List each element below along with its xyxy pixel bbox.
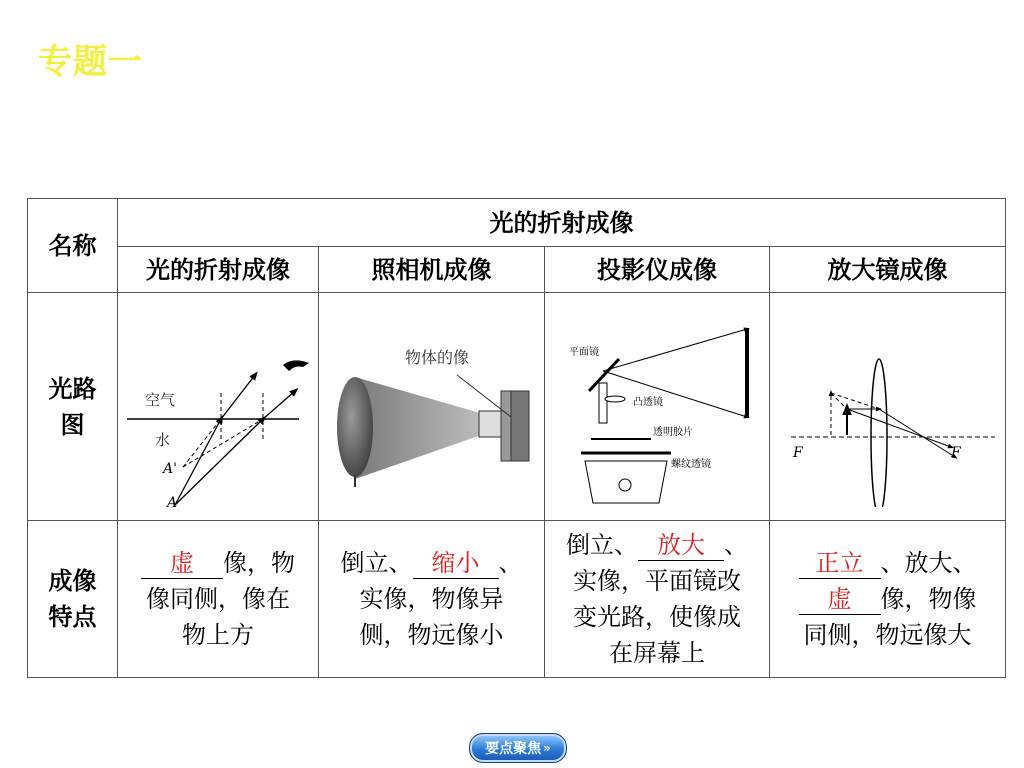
label-a: A	[167, 494, 178, 507]
lens-holder	[599, 383, 607, 423]
diagram-magnifier-cell	[770, 293, 1006, 521]
feature-text: 像，物	[223, 549, 295, 577]
double-chevron-right-icon: »	[543, 741, 551, 755]
label-fresnel: 螺纹透镜	[671, 458, 711, 470]
label-air: 空气	[145, 390, 176, 409]
features-refraction	[118, 521, 319, 678]
row-label-features-line2: 特点	[48, 602, 97, 631]
row-label-diagram-line2: 图	[60, 409, 85, 439]
feature-text: 同侧，物远像大	[803, 621, 972, 649]
label-convex-lens: 凸透镜	[633, 396, 663, 408]
features-projector	[545, 521, 770, 678]
label-focus-left: F	[792, 444, 803, 461]
feature-text: 物上方	[182, 621, 254, 649]
magnifier-diagram	[775, 307, 1001, 507]
ray-refracted	[879, 409, 955, 457]
feature-text: 倒立、	[566, 531, 638, 559]
row-label-diagram-line1: 光路	[48, 373, 97, 403]
features-camera	[319, 521, 545, 678]
col-header-camera: 照相机成像	[319, 247, 545, 293]
light-cone	[355, 377, 487, 479]
group-header: 光的折射成像	[118, 199, 1006, 247]
feature-text: 、放大、	[880, 549, 977, 577]
projector-diagram	[551, 307, 763, 507]
projected-ray-top	[603, 329, 747, 371]
optics-table	[27, 198, 1006, 678]
row-header-name: 名称	[28, 199, 118, 293]
diagram-refraction-cell	[118, 293, 319, 521]
diagram-camera-cell	[319, 293, 545, 521]
ray-center	[847, 409, 951, 447]
col-header-refraction: 光的折射成像	[118, 247, 319, 293]
eye-icon	[283, 360, 309, 371]
diagram-projector-cell	[545, 293, 770, 521]
feature-text: 变光路，使像成	[573, 603, 741, 631]
feature-text: 在屏幕上	[609, 639, 705, 667]
label-slide: 透明胶片	[653, 426, 693, 438]
feature-text: 倒立、	[340, 549, 413, 577]
convex-lens-shape	[605, 396, 625, 402]
incident-ray-1	[175, 419, 221, 505]
answer-blank-upright: 正立	[799, 548, 881, 579]
nav-button-label: 要点聚焦	[485, 741, 542, 757]
refracted-ray-2	[263, 391, 295, 419]
feature-text: 、	[498, 549, 523, 577]
lamp-icon	[619, 479, 631, 491]
answer-blank-virtual: 虚	[799, 584, 881, 615]
refraction-diagram	[123, 307, 313, 507]
projected-ray-bottom	[603, 371, 747, 417]
label-image: 物体的像	[404, 347, 469, 367]
camera-lens	[479, 411, 501, 437]
feature-text: 、	[724, 531, 748, 559]
feature-text: 实像，物像异	[359, 585, 504, 613]
feature-text: 侧，物远像小	[359, 621, 504, 649]
features-magnifier	[770, 521, 1006, 678]
label-water: 水	[155, 430, 171, 449]
incident-ray-2	[175, 419, 263, 505]
col-header-magnifier: 放大镜成像	[770, 247, 1006, 293]
convex-lens-shape	[871, 359, 887, 507]
label-focus-right: F	[950, 444, 961, 461]
virtual-ray-2	[183, 419, 263, 467]
col-header-projector: 投影仪成像	[545, 247, 770, 293]
label-a-prime: A'	[163, 460, 177, 477]
answer-blank-enlarged: 放大	[638, 530, 724, 561]
label-plane-mirror: 平面镜	[569, 346, 599, 358]
answer-blank-virtual: 虚	[141, 548, 223, 579]
refracted-ray-1	[221, 375, 255, 419]
answer-blank-reduced: 缩小	[413, 548, 499, 579]
row-label-features	[28, 521, 118, 678]
virtual-ray-1	[183, 419, 221, 467]
row-label-features-line1: 成像	[48, 566, 97, 595]
feature-text: 像同侧，像在	[146, 585, 290, 613]
row-label-diagram	[28, 293, 118, 521]
object-shape	[337, 377, 373, 477]
slide-title: 专题一	[38, 42, 143, 82]
camera-diagram	[327, 307, 537, 507]
feature-text: 实像，平面镜改	[573, 567, 741, 595]
key-points-nav-button[interactable]	[469, 733, 567, 763]
feature-text: 像，物像	[880, 585, 977, 613]
camera-back	[511, 391, 529, 461]
